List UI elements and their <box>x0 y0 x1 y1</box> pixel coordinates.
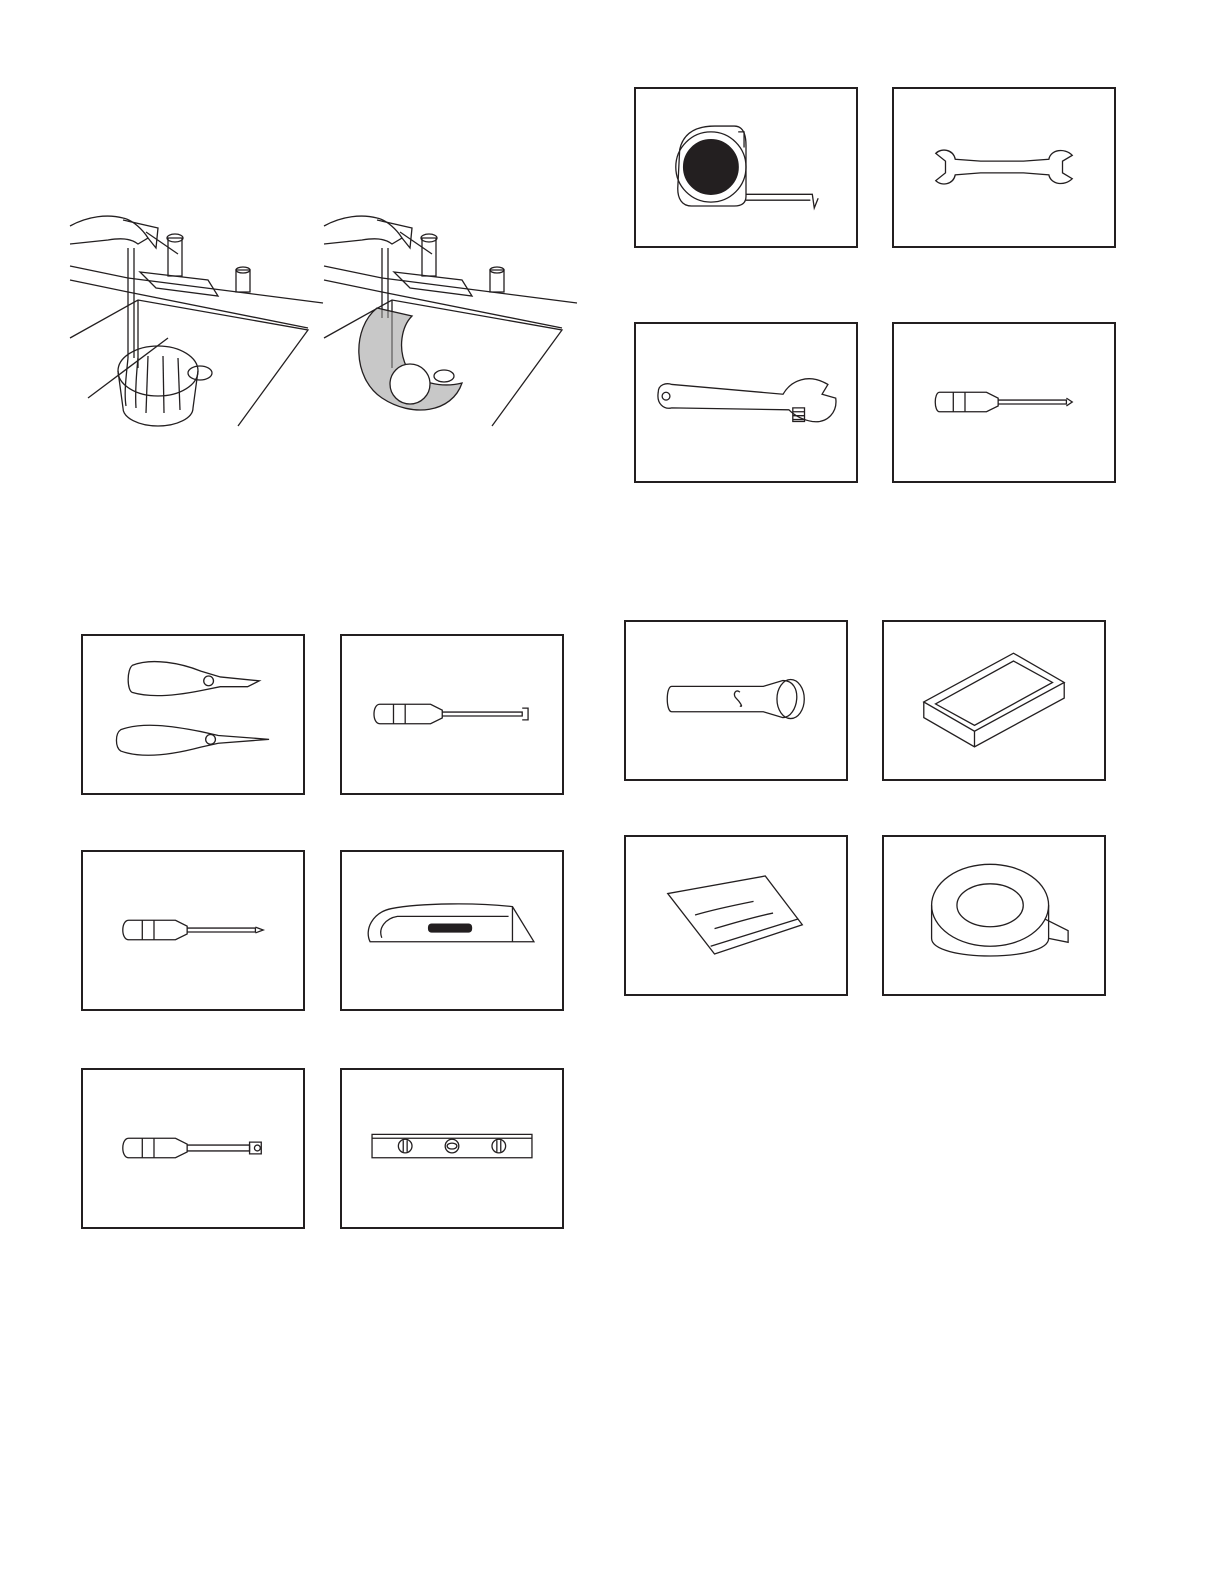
electrical-tape-frame <box>882 835 1106 996</box>
pliers-icon <box>83 636 303 793</box>
nut-driver-icon <box>83 1070 303 1227</box>
torx-screwdriver-frame <box>892 322 1116 483</box>
level-frame <box>340 1068 564 1229</box>
sink-disc-strainer-illustration <box>322 208 580 433</box>
utility-knife-icon <box>342 852 562 1009</box>
flashlight-frame <box>624 620 848 781</box>
adjustable-wrench-frame <box>634 322 858 483</box>
adjustable-wrench-icon <box>636 324 856 481</box>
open-end-wrench-frame <box>892 87 1116 248</box>
plastic-bag-icon <box>626 837 846 994</box>
nut-driver-frame <box>81 1068 305 1229</box>
tape-measure-frame <box>634 87 858 248</box>
level-icon <box>342 1070 562 1227</box>
shallow-pan-icon <box>884 622 1104 779</box>
tape-measure-icon <box>636 89 856 246</box>
shallow-pan-frame <box>882 620 1106 781</box>
phillips-screwdriver-frame <box>81 850 305 1011</box>
flashlight-icon <box>626 622 846 779</box>
flat-screwdriver-icon <box>342 636 562 793</box>
torx-screwdriver-icon <box>894 324 1114 481</box>
flat-screwdriver-frame <box>340 634 564 795</box>
utility-knife-frame <box>340 850 564 1011</box>
plastic-bag-frame <box>624 835 848 996</box>
sink-basket-strainer-illustration <box>68 208 326 433</box>
open-end-wrench-icon <box>894 89 1114 246</box>
pliers-frame <box>81 634 305 795</box>
phillips-screwdriver-icon <box>83 852 303 1009</box>
electrical-tape-icon <box>884 837 1104 994</box>
